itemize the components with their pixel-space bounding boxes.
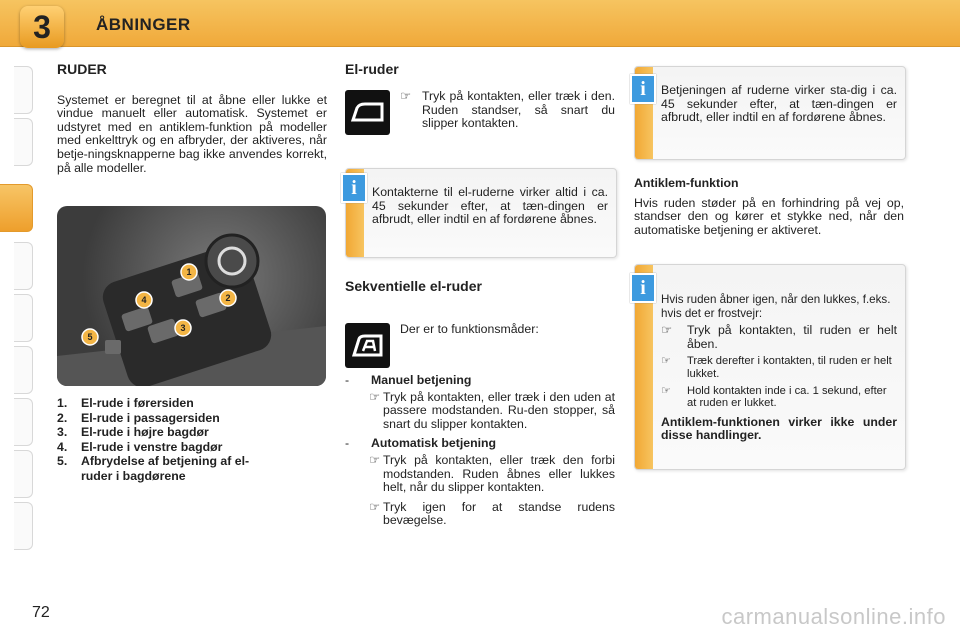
switch-legend-list [57,396,327,483]
watermark: carmanualsonline.info [721,604,946,629]
chapter-side-tabs [0,62,40,572]
info-icon: i [341,173,367,203]
window-switch-icon [345,90,390,135]
chapter-number-badge: 3 [20,6,64,48]
photo-label-1: 1 [186,267,192,277]
side-tab[interactable] [14,502,33,550]
legend-item: 1. El-rude i førersiden [57,396,194,410]
antiklem-heading: Antiklem-funktion [634,176,739,190]
pointing-hand-icon: ☞ [369,389,381,404]
frost-step: ☞ Tryk på kontakten, til ruden er helt åben. [661,323,897,351]
elruder-instruction: ☞ Tryk på kontakten, eller træk i den. Ruden standser, så snart du slipper kontakten. [400,89,615,131]
frost-step: ☞ Hold kontakten inde i ca. 1 sekund, efter at ruden er lukket. [661,384,887,410]
side-tab[interactable] [14,398,33,446]
info-icon: i [630,74,656,104]
pointing-hand-icon: ☞ [369,452,381,467]
section-heading: El-ruder [345,61,399,77]
side-tab-active[interactable] [0,184,33,232]
frost-warning: Antiklem-funktionen virker ikke under disse handlinger. [661,414,897,443]
legend-item: 3. El-rude i højre bagdør [57,425,209,439]
pointing-hand-icon: ☞ [661,323,673,338]
pointing-hand-icon: ☞ [661,355,672,368]
ruder-section [57,63,327,175]
frost-intro: Hvis ruden åbner igen, når den lukkes, f.eks. hvis det er frostvejr: [661,293,891,320]
pointing-hand-icon: ☞ [661,384,672,397]
chapter-title: ÅBNINGER [96,15,191,34]
pointing-hand-icon: ☞ [400,89,412,103]
frost-step: ☞ Træk derefter i kontakten, til ruden er helt lukket. [661,355,892,380]
sequential-window-icon [345,323,390,368]
window-switch-illustration [57,206,326,386]
section-heading: RUDER [57,61,107,77]
ruder-intro: Systemet er beregnet til at åbne eller lukke et vindue manuelt eller automatisk. Systemet er udstyret med en antiklem-funktion på modeller med enkelttryk og en afbryder, der aktiveres, når betje-ningsknapperne bag ikke anvendes korrekt, på alle modeller. [57,92,327,175]
side-tab[interactable] [14,294,33,342]
side-tab[interactable] [14,450,33,498]
automatic-mode-instruction: ☞ Tryk på kontakten, eller træk den forbi modstanden. Ruden åbnes eller lukkes helt, når du slipper kontakten. [369,452,615,495]
legend-item: 2. El-rude i passagersiden [57,410,220,425]
window-switch-photo [57,206,326,386]
info-icon: i [630,273,656,303]
sekventielle-section [345,280,615,294]
side-tab[interactable] [14,66,33,114]
chapter-header [0,0,960,47]
legend-item: 4. El-rude i venstre bagdør [57,439,223,454]
info-box-frost [634,264,906,470]
automatic-mode-title: Automatisk betjening [371,436,497,451]
pointing-hand-icon: ☞ [369,499,381,514]
automatic-mode: - Automatisk betjening [345,436,497,451]
info-box-frost-content [661,293,897,443]
side-tab[interactable] [14,346,33,394]
page-number: 72 [32,604,50,621]
automatic-mode-stop-instruction: ☞ Tryk igen for at standse rudens bevægelse. [369,499,615,528]
side-tab[interactable] [14,242,33,290]
info-box-text: Betjeningen af ruderne virker sta-dig i ca. 45 sekunder efter, at tæn-dingen er afbrudt, eller indtil en af fordørene åbnes. [661,83,897,125]
manual-mode-title: Manuel betjening [371,373,472,387]
antiklem-text: Hvis ruden støder på en forhindring på vej op, standser den og kører et stykke ned, når den automatiske betjening er aktiveret. [634,195,904,237]
operation-modes [345,374,615,528]
sekventielle-intro: Der er to funktionsmåder: [400,322,539,336]
info-box-ignition [345,168,617,258]
manual-mode-instruction: ☞ Tryk på kontakten, eller træk i den uden at passere modstanden. Ru-den stopper, så snart du slipper kontakten. [369,389,615,431]
section-heading: Sekventielle el-ruder [345,278,482,294]
info-box-text: Kontakterne til el-ruderne virker altid i ca. 45 sekunder efter, at tæn-dingen er afbrudt, eller indtil en af fordørene åbnes. [372,185,608,227]
side-tab[interactable] [14,118,33,166]
photo-label-2: 2 [225,293,231,303]
photo-label-3: 3 [180,323,186,333]
elruder-section [345,63,615,77]
info-box-operation [634,66,906,160]
photo-label-4: 4 [141,295,147,305]
legend-item: 5. Afbrydelse af betjening af el-ruder i bagdørene [57,454,250,483]
manual-mode: - Manuel betjening [345,373,472,387]
antiklem-section [634,177,904,237]
photo-label-5: 5 [87,332,93,342]
